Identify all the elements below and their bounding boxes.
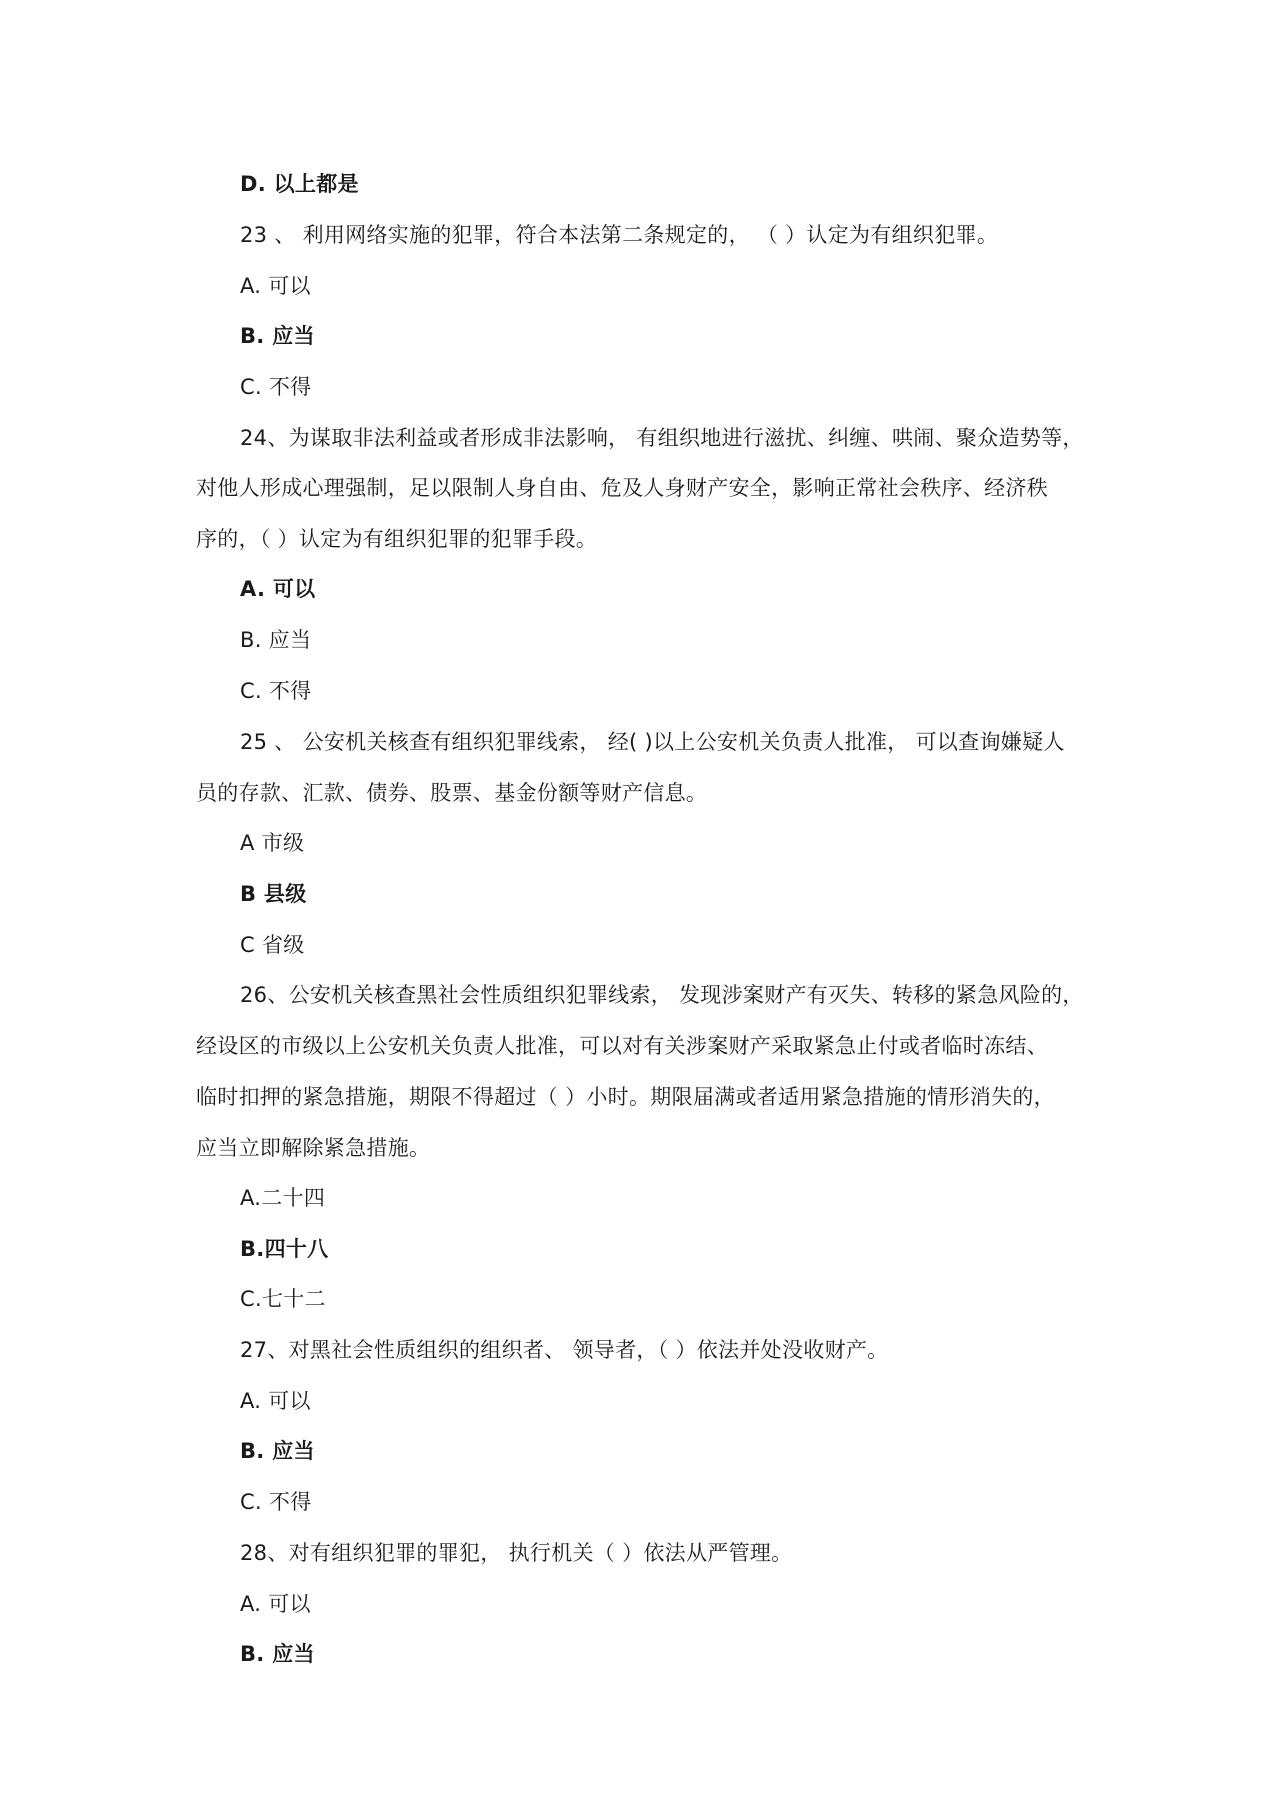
question-24-line-1: 24、为谋取非法利益或者形成非法影响， 有组织地进行滋扰、纠缠、哄闹、聚众造势等， bbox=[240, 426, 1084, 450]
question-25-line-2: 员的存款、汇款、债券、股票、基金份额等财产信息。 bbox=[196, 781, 708, 805]
question-26-line-1: 26、公安机关核查黑社会性质组织犯罪线索， 发现涉案财产有灭失、转移的紧急风险的， bbox=[240, 983, 1084, 1007]
q28-option-a: A. 可以 bbox=[240, 1592, 311, 1616]
question-23: 23 、 利用网络实施的犯罪，符合本法第二条规定的， （ ）认定为有组织犯罪。 bbox=[240, 223, 999, 247]
q27-option-c: C. 不得 bbox=[240, 1490, 312, 1514]
q23-option-a: A. 可以 bbox=[240, 274, 311, 298]
question-27: 27、对黑社会性质组织的组织者、 领导者，（ ）依法并处没收财产。 bbox=[240, 1338, 889, 1362]
question-28: 28、对有组织犯罪的罪犯， 执行机关（ ）依法从严管理。 bbox=[240, 1541, 793, 1565]
question-26-line-2: 经设区的市级以上公安机关负责人批准，可以对有关涉案财产采取紧急止付或者临时冻结、 bbox=[196, 1034, 1048, 1058]
question-26-line-4: 应当立即解除紧急措施。 bbox=[196, 1136, 431, 1160]
q25-option-a: A 市级 bbox=[240, 831, 305, 855]
q25-option-c: C 省级 bbox=[240, 933, 305, 957]
question-25-line-1: 25 、 公安机关核查有组织犯罪线索， 经( )以上公安机关负责人批准， 可以查询嫌疑人 bbox=[240, 730, 1065, 754]
q23-option-c: C. 不得 bbox=[240, 375, 312, 399]
question-26-line-3: 临时扣押的紧急措施，期限不得超过（ ）小时。期限届满或者适用紧急措施的情形消失的， bbox=[196, 1085, 1055, 1109]
question-24-line-3: 序的，（ ）认定为有组织犯罪的犯罪手段。 bbox=[196, 527, 598, 551]
q24-option-c: C. 不得 bbox=[240, 679, 312, 703]
q26-option-b: B.四十八 bbox=[240, 1237, 329, 1261]
q27-option-b: B. 应当 bbox=[240, 1439, 315, 1463]
option-d-all: D. 以上都是 bbox=[240, 172, 359, 196]
q28-option-b: B. 应当 bbox=[240, 1642, 315, 1666]
q25-option-b: B 县级 bbox=[240, 882, 307, 906]
q24-option-b: B. 应当 bbox=[240, 628, 312, 652]
q27-option-a: A. 可以 bbox=[240, 1389, 311, 1413]
q24-option-a: A. 可以 bbox=[240, 577, 316, 601]
q26-option-a: A.二十四 bbox=[240, 1186, 326, 1210]
q26-option-c: C.七十二 bbox=[240, 1287, 326, 1311]
q23-option-b: B. 应当 bbox=[240, 324, 315, 348]
question-24-line-2: 对他人形成心理强制，足以限制人身自由、危及人身财产安全，影响正常社会秩序、经济秩 bbox=[196, 476, 1048, 500]
